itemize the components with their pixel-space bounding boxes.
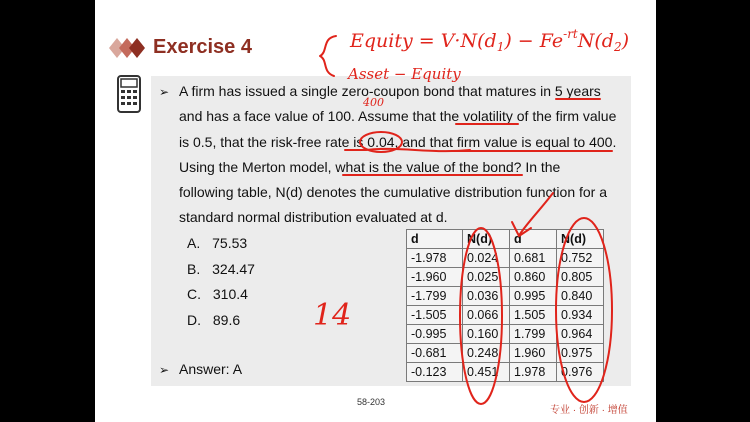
table-cell: 0.248 — [463, 344, 510, 363]
table-cell: 0.752 — [557, 249, 604, 268]
normal-distribution-table — [406, 229, 604, 382]
question-line-4: Using the Merton model, what is the value of the bond? In the — [179, 159, 561, 175]
table-cell: 0.964 — [557, 325, 604, 344]
option-value: 310.4 — [212, 286, 248, 302]
table-cell: 0.451 — [463, 363, 510, 382]
option-letter: D. — [187, 312, 201, 328]
formula-annotation: Equity = $V\cdot N(d_1) - Fe^{-rt}N(d_2)$ — [350, 27, 630, 54]
table-cell: 0.681 — [510, 249, 557, 268]
asset-annotation: Asset − Equity — [348, 65, 461, 83]
table-cell: 0.024 — [463, 249, 510, 268]
option-letter: C. — [187, 286, 201, 302]
table-cell: 0.975 — [557, 344, 604, 363]
table-header-row — [407, 230, 604, 249]
table-cell: 0.860 — [510, 268, 557, 287]
table-cell: -0.681 — [407, 344, 463, 363]
table-cell: -1.978 — [407, 249, 463, 268]
table-row — [407, 268, 604, 287]
table-header: d — [510, 230, 557, 249]
question-line-3: is 0.5, that the risk-free rate is 0.04, and that firm value is equal to 400. — [179, 134, 617, 150]
slide — [95, 0, 656, 422]
table-cell: 1.978 — [510, 363, 557, 382]
question-line-1: A firm has issued a single zero-coupon bond that matures in 5 years — [179, 83, 601, 99]
table-cell: -1.505 — [407, 306, 463, 325]
option-b — [187, 261, 255, 277]
option-value: 89.6 — [212, 312, 241, 328]
table-cell: -1.960 — [407, 268, 463, 287]
bullet-arrow-icon: ➢ — [159, 363, 170, 377]
table-cell: 1.505 — [510, 306, 557, 325]
table-header: N(d) — [557, 230, 604, 249]
table-cell: -1.799 — [407, 287, 463, 306]
question-line-2: and has a face value of 100. Assume that the volatility of the firm value — [179, 108, 617, 124]
table-cell: -0.123 — [407, 363, 463, 382]
table-row — [407, 287, 604, 306]
table-cell: 0.934 — [557, 306, 604, 325]
note-14: 14 — [313, 298, 352, 333]
option-value: 75.53 — [212, 235, 248, 251]
table-row — [407, 306, 604, 325]
note-400: 400 — [363, 96, 384, 109]
table-cell: 0.025 — [463, 268, 510, 287]
table-cell: 1.960 — [510, 344, 557, 363]
title-decoration-icon — [101, 34, 147, 62]
slide-title: Exercise 4 — [153, 36, 252, 58]
brand-slogan: 专业 · 创新 · 增值 — [550, 405, 628, 416]
question-line-5: following table, N(d) denotes the cumulative distribution function for a — [179, 184, 608, 200]
table-row — [407, 325, 604, 344]
table-cell: 0.976 — [557, 363, 604, 382]
table-row — [407, 344, 604, 363]
table-cell: -0.995 — [407, 325, 463, 344]
bullet-arrow-icon: ➢ — [159, 85, 170, 99]
table-row — [407, 249, 604, 268]
table-header: N(d) — [463, 230, 510, 249]
table-cell: 0.805 — [557, 268, 604, 287]
table-header: d — [407, 230, 463, 249]
page-number: 58-203 — [357, 397, 386, 407]
table-cell: 0.995 — [510, 287, 557, 306]
option-letter: A. — [187, 235, 201, 251]
option-a — [187, 235, 247, 251]
table-cell: 0.066 — [463, 306, 510, 325]
table-cell: 0.840 — [557, 287, 604, 306]
question-line-6: standard normal distribution evaluated at d. — [179, 209, 448, 225]
option-d — [187, 312, 240, 328]
table-cell: 1.799 — [510, 325, 557, 344]
option-letter: B. — [187, 261, 201, 277]
table-cell: 0.036 — [463, 287, 510, 306]
table-row — [407, 363, 604, 382]
answer-text: Answer: A — [179, 361, 243, 377]
option-c — [187, 286, 248, 302]
calculator-icon — [117, 75, 141, 113]
option-value: 324.47 — [212, 261, 255, 277]
table-cell: 0.160 — [463, 325, 510, 344]
